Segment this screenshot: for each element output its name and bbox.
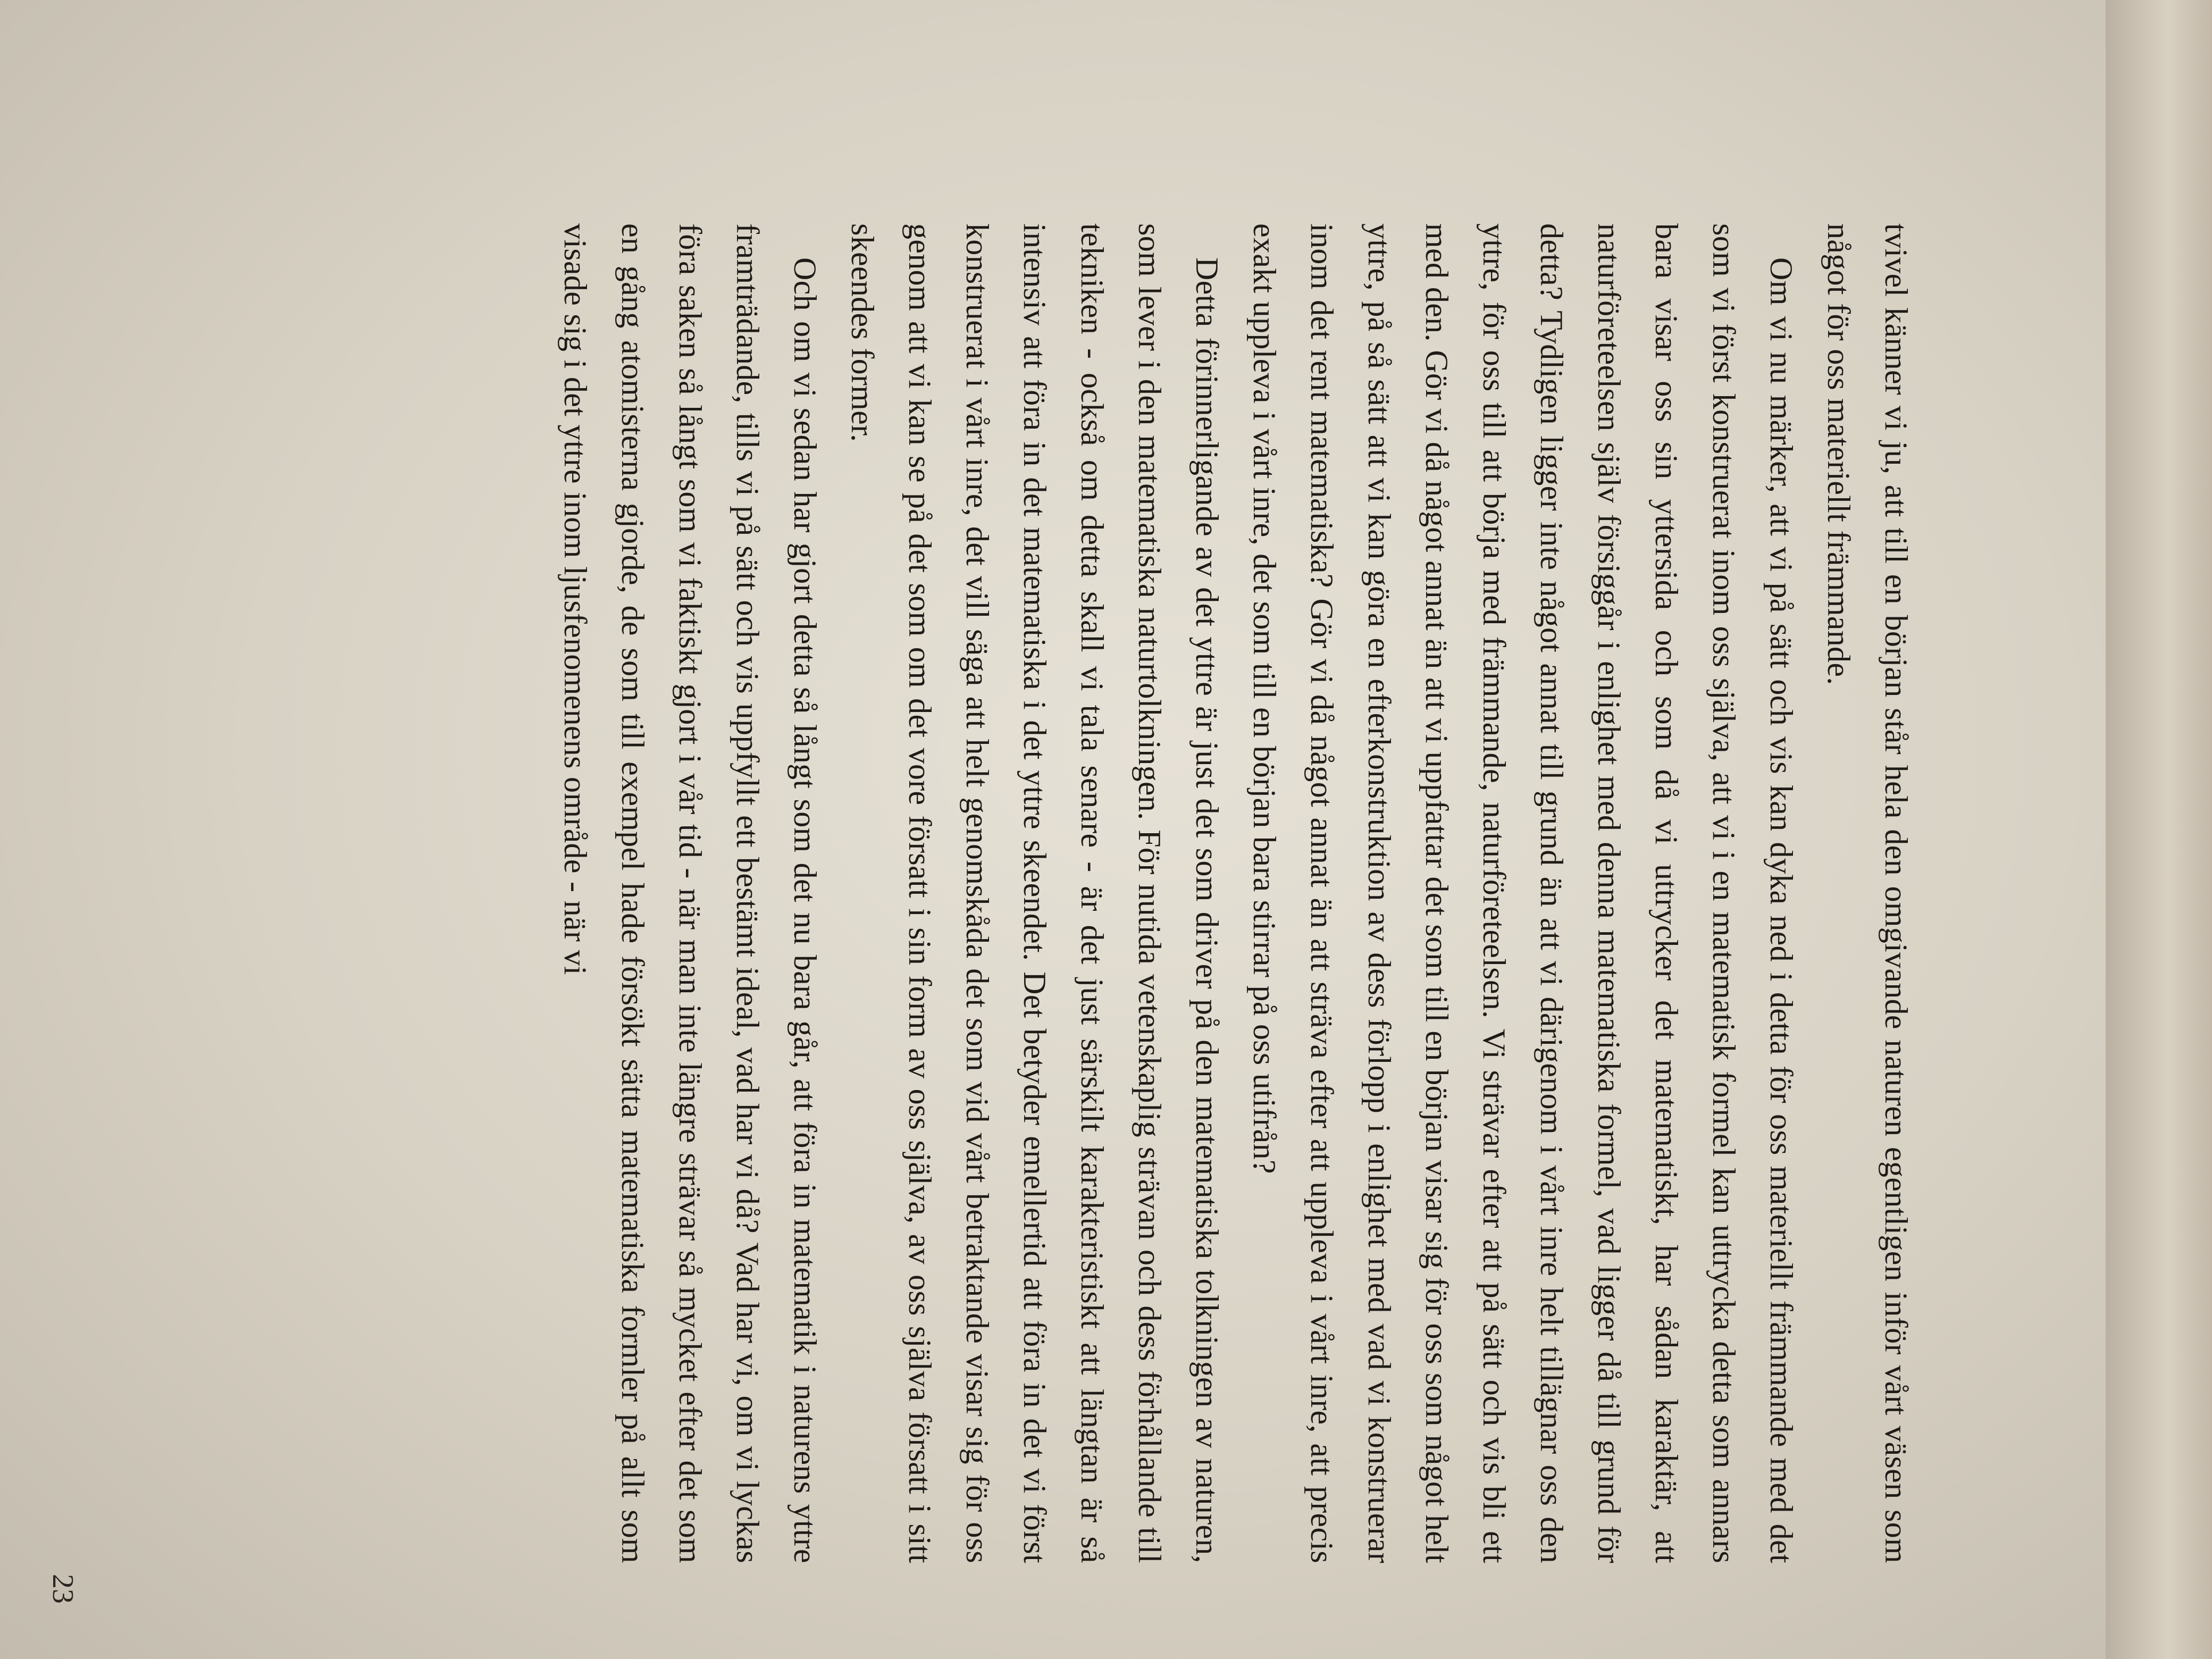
body-text [547, 223, 1925, 1563]
paragraph-1: tvivel känner vi ju, att till en början står hela den omgivande naturen egentligen inför vårt väsen som något för oss materiellt främmande. [1821, 223, 1914, 1563]
page-edge [2100, 0, 2212, 1659]
paragraph-3: Detta förinnerligande av det yttre är just det som driver på den matematiska tolkningen av naturen, som lever i den matematiska naturtolkningen. För nutida vetenskaplig strävan och dess förhållande till tekniken - också om detta skall vi tala senare - är det just särskilt karakteristiskt att längtan är så intensiv att föra in det matematiska i det yttre skeendet. Det betyder emellertid att föra in det vi först konstruerat i vårt inre, det vill säga att helt genomskåda det som vid vårt betraktande visar sig för oss genom att vi kan se på det som om det vore försatt i sin form av oss själva, av oss själva försatt i sitt skeendes former. [845, 223, 1225, 1563]
paragraph-4: Och om vi sedan har gjort detta så långt som det nu bara går, att föra in matematik i naturens yttre framträdande, tills vi på sätt och vis uppfyllt ett bestämt ideal, vad har vi då? Vad har vi, om vi lyckas föra saken så långt som vi faktiskt gjort i vår tid - när man inte längre strävar så mycket efter det som en gång atomisterna gjorde, de som till exempel hade försökt sätta matematiska formler på allt som visade sig i det yttre inom ljusfenomenens område - när vi [558, 223, 823, 1563]
paragraph-2: Om vi nu märker, att vi på sätt och vis kan dyka ned i detta för oss materiellt främmande med det som vi först konstruerat inom oss själva, att vi i en matematisk formel kan uttrycka detta som annars bara visar oss sin yttersida och som då vi uttrycker det matematiskt, har sådan karaktär, att naturföreteelsen själv försiggår i enlighet med denna matematiska formel, vad ligger då till grund för detta? Tydligen ligger inte något annat till grund än att vi därigenom i vårt inre helt tillägnar oss den yttre, för oss till att börja med främmande, naturföreteelsen. Vi strävar efter att på sätt och vis bli ett med den. Gör vi då något annat än att vi uppfattar det som till en början visar sig för oss som något helt yttre, på så sätt att vi kan göra en efterkonstruktion av dess förlopp i enlighet med vad vi konstruerar inom det rent matematiska? Gör vi då något annat än att sträva efter att uppleva i vårt inre, att precis exakt uppleva i vårt inre, det som till en början bara stirrar på oss utifrån? [1247, 223, 1799, 1563]
page-number: 23 [46, 1574, 79, 1604]
